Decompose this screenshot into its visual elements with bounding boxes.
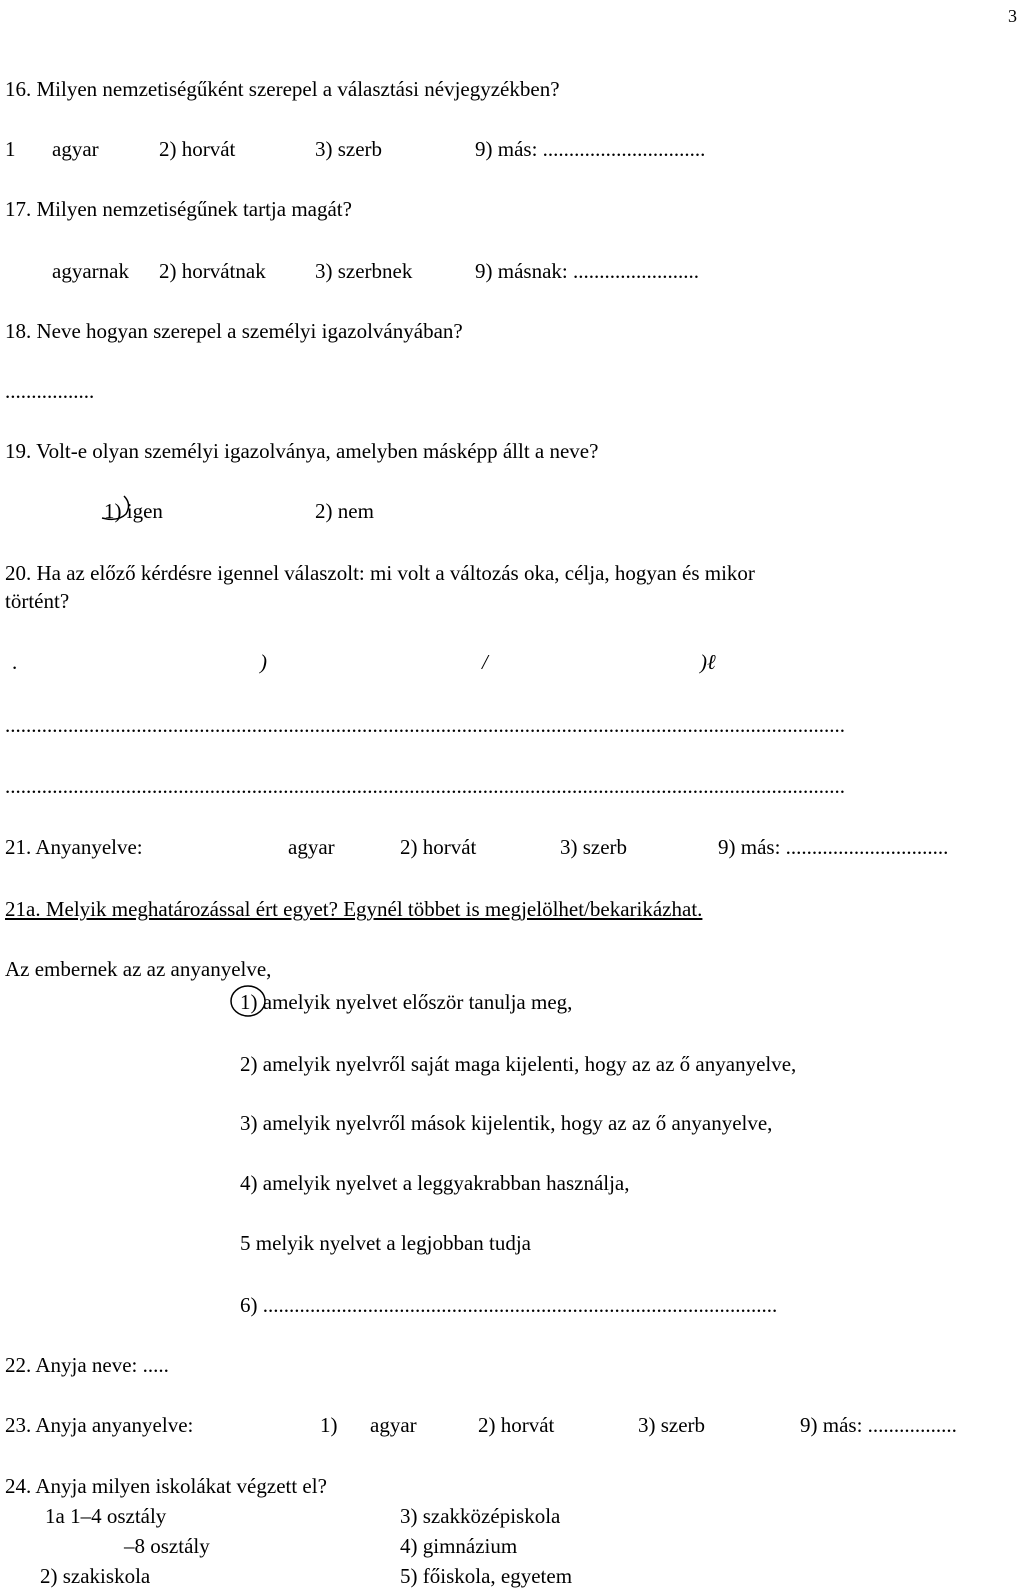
q20-scribble-1: ) [260, 650, 267, 674]
q20-dot: . [12, 650, 18, 674]
q17-option-1[interactable]: agyarnak [52, 259, 129, 283]
q21-option-3[interactable]: 3) szerb [560, 835, 628, 859]
q16-option-2[interactable]: 2) horvát [159, 137, 236, 161]
q21a-option-3[interactable]: 3) amelyik nyelvről mások kijelentik, hogy az az ő anyanyelve, [240, 1111, 773, 1135]
q19-option-2[interactable]: 2) nem [315, 499, 374, 523]
q24-option-1b[interactable]: –8 osztály [124, 1534, 210, 1558]
q24-option-5[interactable]: 5) főiskola, egyetem [400, 1564, 573, 1588]
question-20: 20. Ha az előző kérdésre igennel válaszolt: mi volt a változás oka, célja, hogyan és mikor [5, 561, 755, 585]
question-19: 19. Volt-e olyan személyi igazolványa, amelyben másképp állt a neve? [5, 439, 599, 463]
handwritten-circle-mark [96, 492, 136, 522]
q16-option-9[interactable]: 9) más: ............................... [475, 137, 706, 161]
q17-option-3[interactable]: 3) szerbnek [315, 259, 413, 283]
q18-answer-line[interactable]: ................. [5, 379, 95, 403]
question-23: 23. Anyja anyanyelve: [5, 1413, 194, 1437]
q20-scribble-3: )ℓ [700, 650, 716, 674]
question-22: 22. Anyja neve: ..... [5, 1353, 169, 1377]
q21a-option-1[interactable]: 1) amelyik nyelvet először tanulja meg, [240, 990, 573, 1014]
q23-option-1[interactable]: 1) [320, 1413, 338, 1437]
q20-answer-line-1[interactable]: ................................................................................................................................................................ [5, 713, 845, 737]
question-17: 17. Milyen nemzetiségűnek tartja magát? [5, 197, 352, 221]
q19-option-1[interactable]: 1) igen [104, 499, 163, 523]
q21-option-1[interactable]: agyar [288, 835, 335, 859]
q23-option-1-text[interactable]: agyar [370, 1413, 417, 1437]
q24-option-4[interactable]: 4) gimnázium [400, 1534, 518, 1558]
q21a-option-4[interactable]: 4) amelyik nyelvet a leggyakrabban használja, [240, 1171, 630, 1195]
q21a-option-6[interactable]: 6) .................................................................................................. [240, 1293, 778, 1317]
q21a-option-5[interactable]: 5 melyik nyelvet a legjobban tudja [240, 1231, 532, 1255]
question-24: 24. Anyja milyen iskolákat végzett el? [5, 1474, 327, 1498]
q17-option-2[interactable]: 2) horvátnak [159, 259, 266, 283]
question-18: 18. Neve hogyan szerepel a személyi igazolványában? [5, 319, 463, 343]
q24-option-1a[interactable]: 1a 1–4 osztály [45, 1504, 167, 1528]
q20-scribble-2: / [482, 650, 488, 674]
q17-option-9[interactable]: 9) másnak: ........................ [475, 259, 699, 283]
q24-option-3[interactable]: 3) szakközépiskola [400, 1504, 561, 1528]
question-20-continued: történt? [5, 589, 70, 613]
q16-option-1[interactable]: 1 [5, 137, 16, 161]
q21-option-9[interactable]: 9) más: ............................... [718, 835, 949, 859]
q21-option-2[interactable]: 2) horvát [400, 835, 477, 859]
q24-option-2[interactable]: 2) szakiskola [40, 1564, 151, 1588]
q21a-intro: Az embernek az az anyanyelve, [5, 957, 272, 981]
q23-option-2[interactable]: 2) horvát [478, 1413, 555, 1437]
question-21a: 21a. Melyik meghatározással ért egyet? Egynél többet is megjelölhet/bekarikázhat. [5, 897, 703, 921]
question-21: 21. Anyanyelve: [5, 835, 143, 859]
page-number: 3 [1008, 6, 1017, 26]
q23-option-9[interactable]: 9) más: ................. [800, 1413, 957, 1437]
q20-answer-line-2[interactable]: ................................................................................................................................................................ [5, 774, 845, 798]
q21a-option-2[interactable]: 2) amelyik nyelvről saját maga kijelenti, hogy az az ő anyanyelve, [240, 1052, 797, 1076]
handwritten-circle-mark [226, 982, 270, 1022]
q16-option-1-text[interactable]: agyar [52, 137, 99, 161]
q23-option-3[interactable]: 3) szerb [638, 1413, 706, 1437]
q16-option-3[interactable]: 3) szerb [315, 137, 383, 161]
question-16: 16. Milyen nemzetiségűként szerepel a választási névjegyzékben? [5, 77, 560, 101]
